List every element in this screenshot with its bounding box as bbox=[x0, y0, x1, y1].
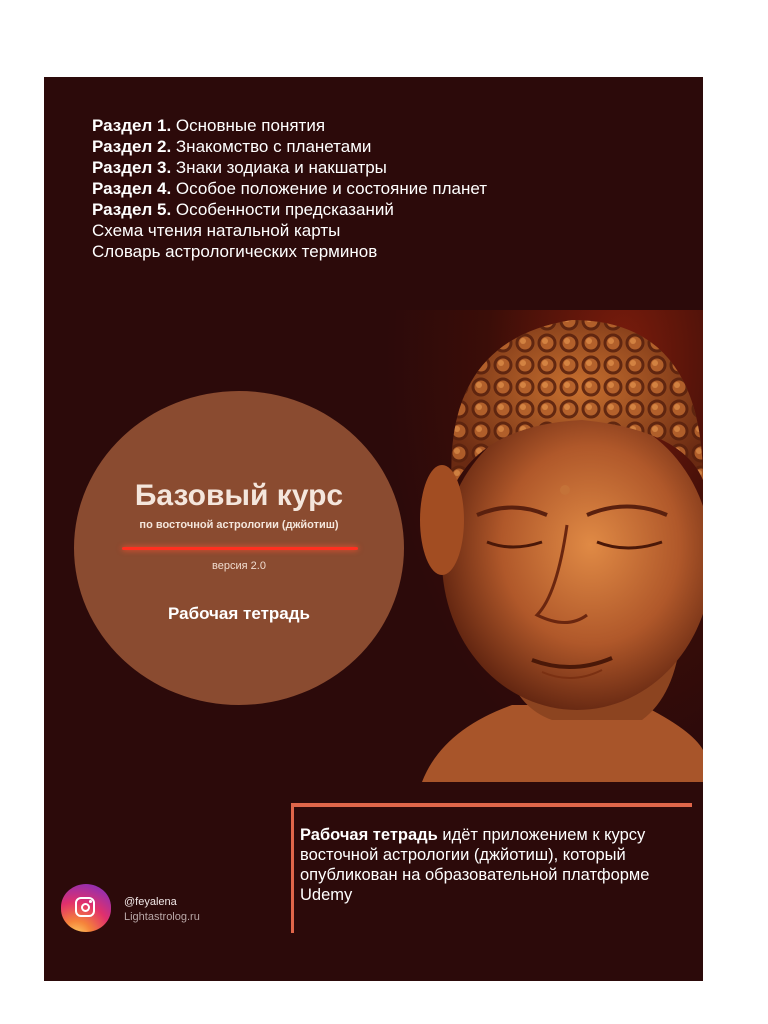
title-circle bbox=[74, 391, 404, 705]
buddha-illustration bbox=[382, 310, 703, 782]
contents-item: Раздел 3. Знаки зодиака и накшатры bbox=[92, 158, 387, 177]
social-block bbox=[61, 884, 261, 934]
cover-page bbox=[44, 77, 703, 981]
contents-item: Раздел 1. Основные понятия bbox=[92, 116, 326, 135]
workbook-label: Рабочая тетрадь bbox=[168, 604, 310, 623]
course-subtitle: по восточной астрологии (джйотиш) bbox=[139, 519, 339, 531]
contents-item: Словарь астрологических терминов bbox=[92, 242, 378, 261]
table-of-contents bbox=[92, 115, 487, 262]
buddha-image bbox=[382, 310, 703, 782]
divider-line bbox=[122, 547, 358, 550]
contents-item: Раздел 2. Знакомство с планетами bbox=[92, 137, 372, 156]
contents-item: Раздел 4. Особое положение и состояние планет bbox=[92, 179, 488, 198]
website-link[interactable]: Lightastrolog.ru bbox=[124, 911, 200, 923]
course-title: Базовый курс bbox=[134, 479, 344, 512]
contents-item: Раздел 5. Особенности предсказаний bbox=[92, 200, 394, 219]
instagram-handle[interactable]: @feyalena bbox=[124, 896, 177, 908]
instagram-icon[interactable] bbox=[61, 884, 111, 932]
info-text: Рабочая тетрадь идёт приложением к курсу восточной астрологии (джйотиш), который опубликован на образовательной платформе Udemy bbox=[300, 826, 650, 904]
version-label: версия 2.0 bbox=[212, 560, 266, 572]
contents-item: Схема чтения натальной карты bbox=[92, 221, 341, 240]
